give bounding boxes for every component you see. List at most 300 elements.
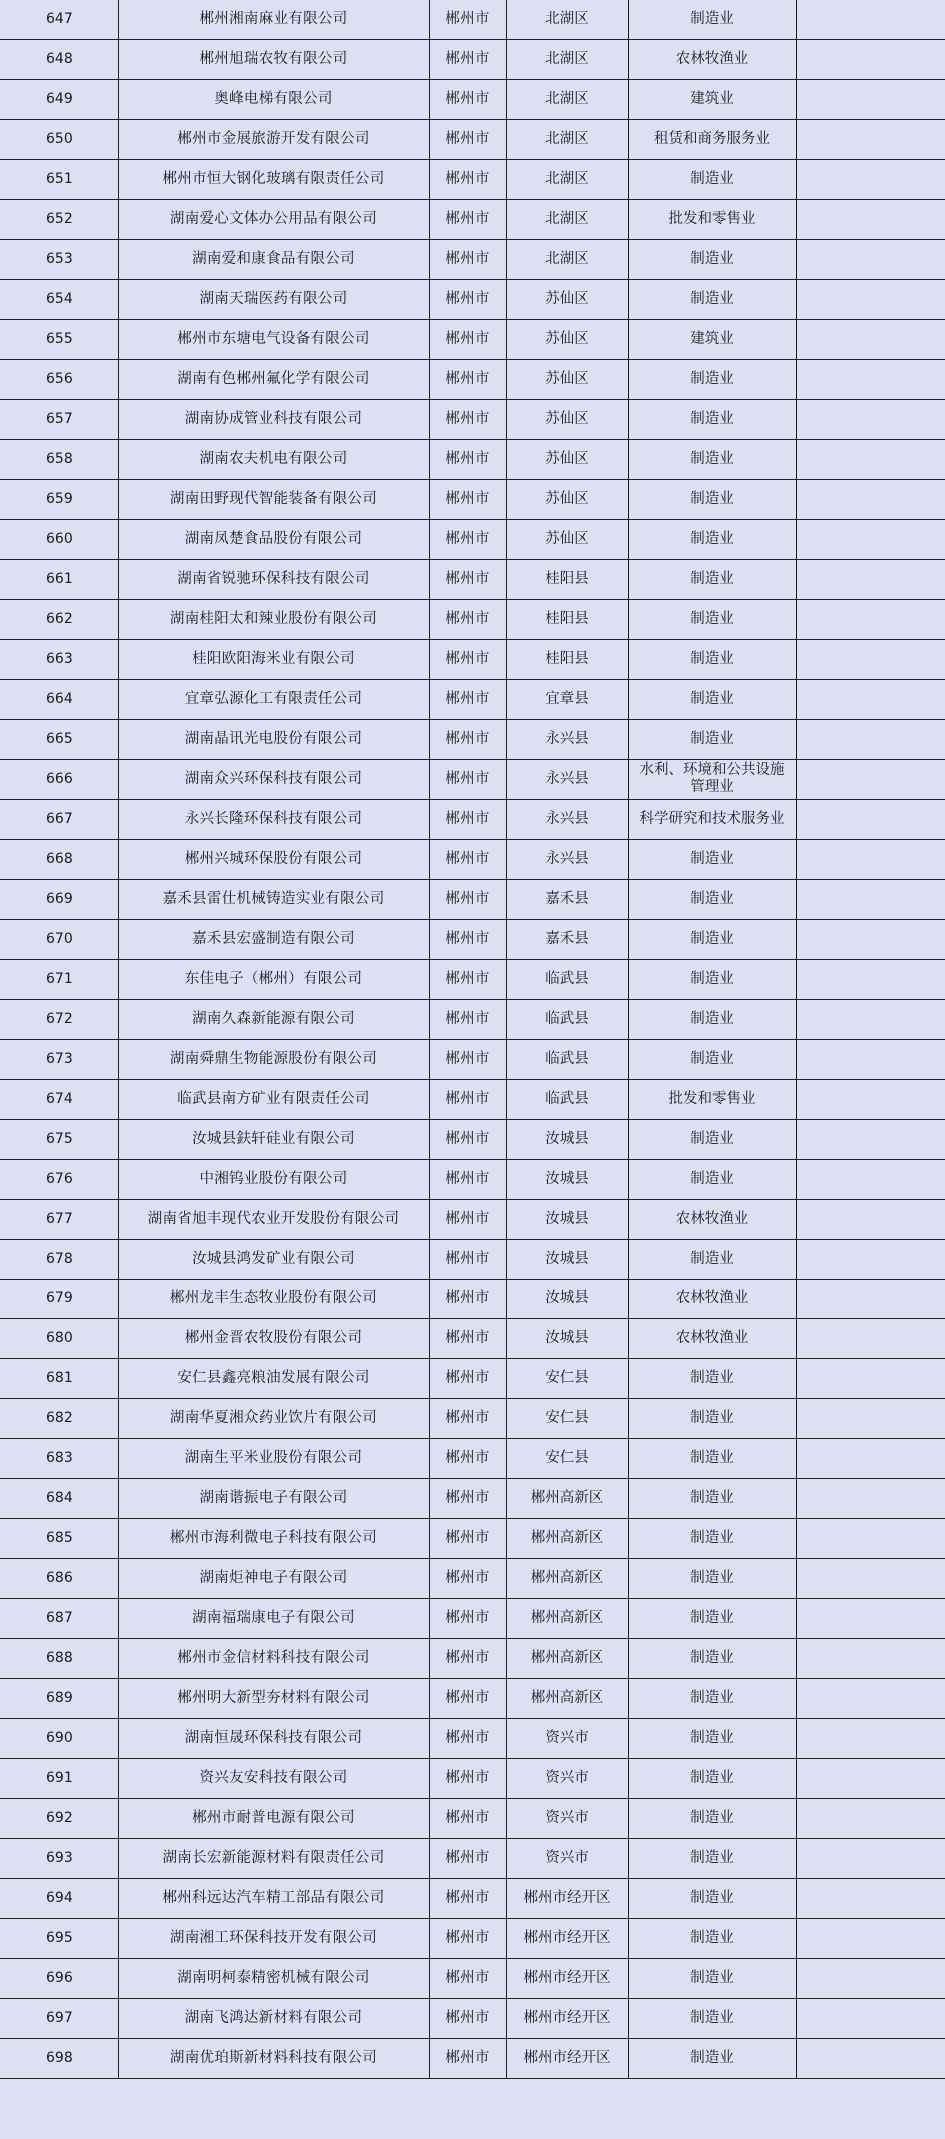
city-cell[interactable]: 郴州市	[429, 839, 506, 879]
city-cell[interactable]: 郴州市	[429, 1639, 506, 1679]
industry-cell[interactable]: 制造业	[628, 1399, 796, 1439]
city-cell[interactable]: 郴州市	[429, 1359, 506, 1399]
row-number-cell[interactable]: 673	[0, 1039, 118, 1079]
row-number-cell[interactable]: 678	[0, 1239, 118, 1279]
company-name-cell[interactable]: 永兴长隆环保科技有限公司	[118, 799, 429, 839]
city-cell[interactable]: 郴州市	[429, 1599, 506, 1639]
industry-cell[interactable]: 租赁和商务服务业	[628, 120, 796, 160]
city-cell[interactable]: 郴州市	[429, 280, 506, 320]
company-name-cell[interactable]: 湖南省锐驰环保科技有限公司	[118, 560, 429, 600]
district-cell[interactable]: 郴州市经开区	[506, 2038, 628, 2078]
industry-cell[interactable]: 制造业	[628, 440, 796, 480]
row-number-cell[interactable]: 659	[0, 480, 118, 520]
empty-cell[interactable]	[796, 1039, 945, 1079]
district-cell[interactable]: 郴州市经开区	[506, 1958, 628, 1998]
row-number-cell[interactable]: 696	[0, 1958, 118, 1998]
row-number-cell[interactable]: 684	[0, 1479, 118, 1519]
empty-cell[interactable]	[796, 1599, 945, 1639]
company-name-cell[interactable]: 湖南众兴环保科技有限公司	[118, 759, 429, 799]
industry-cell[interactable]: 制造业	[628, 1239, 796, 1279]
row-number-cell[interactable]: 681	[0, 1359, 118, 1399]
industry-cell[interactable]: 农林牧渔业	[628, 1319, 796, 1359]
empty-cell[interactable]	[796, 879, 945, 919]
empty-cell[interactable]	[796, 80, 945, 120]
row-number-cell[interactable]: 689	[0, 1679, 118, 1719]
company-name-cell[interactable]: 湖南湘工环保科技开发有限公司	[118, 1919, 429, 1959]
city-cell[interactable]: 郴州市	[429, 1039, 506, 1079]
district-cell[interactable]: 苏仙区	[506, 280, 628, 320]
row-number-cell[interactable]: 680	[0, 1319, 118, 1359]
company-name-cell[interactable]: 湖南明柯泰精密机械有限公司	[118, 1958, 429, 1998]
row-number-cell[interactable]: 651	[0, 160, 118, 200]
city-cell[interactable]: 郴州市	[429, 2038, 506, 2078]
industry-cell[interactable]: 制造业	[628, 679, 796, 719]
company-name-cell[interactable]: 湖南协成管业科技有限公司	[118, 400, 429, 440]
industry-cell[interactable]: 制造业	[628, 240, 796, 280]
company-name-cell[interactable]: 嘉禾县宏盛制造有限公司	[118, 919, 429, 959]
row-number-cell[interactable]: 676	[0, 1159, 118, 1199]
company-name-cell[interactable]: 湖南爱心文体办公用品有限公司	[118, 200, 429, 240]
city-cell[interactable]: 郴州市	[429, 1319, 506, 1359]
industry-cell[interactable]: 制造业	[628, 1919, 796, 1959]
company-name-cell[interactable]: 郴州市恒大钢化玻璃有限责任公司	[118, 160, 429, 200]
city-cell[interactable]: 郴州市	[429, 560, 506, 600]
city-cell[interactable]: 郴州市	[429, 360, 506, 400]
empty-cell[interactable]	[796, 1759, 945, 1799]
row-number-cell[interactable]: 686	[0, 1559, 118, 1599]
company-name-cell[interactable]: 郴州市海利微电子科技有限公司	[118, 1519, 429, 1559]
company-name-cell[interactable]: 湖南优珀斯新材料科技有限公司	[118, 2038, 429, 2078]
city-cell[interactable]: 郴州市	[429, 200, 506, 240]
row-number-cell[interactable]: 660	[0, 520, 118, 560]
industry-cell[interactable]: 制造业	[628, 1879, 796, 1919]
district-cell[interactable]: 郴州高新区	[506, 1639, 628, 1679]
row-number-cell[interactable]: 687	[0, 1599, 118, 1639]
empty-cell[interactable]	[796, 1159, 945, 1199]
district-cell[interactable]: 桂阳县	[506, 640, 628, 680]
company-name-cell[interactable]: 郴州科远达汽车精工部品有限公司	[118, 1879, 429, 1919]
row-number-cell[interactable]: 683	[0, 1439, 118, 1479]
district-cell[interactable]: 永兴县	[506, 799, 628, 839]
city-cell[interactable]: 郴州市	[429, 160, 506, 200]
row-number-cell[interactable]: 649	[0, 80, 118, 120]
industry-cell[interactable]: 制造业	[628, 1479, 796, 1519]
industry-cell[interactable]: 建筑业	[628, 320, 796, 360]
district-cell[interactable]: 汝城县	[506, 1119, 628, 1159]
empty-cell[interactable]	[796, 240, 945, 280]
row-number-cell[interactable]: 658	[0, 440, 118, 480]
row-number-cell[interactable]: 652	[0, 200, 118, 240]
empty-cell[interactable]	[796, 560, 945, 600]
industry-cell[interactable]: 制造业	[628, 1159, 796, 1199]
city-cell[interactable]: 郴州市	[429, 1279, 506, 1319]
district-cell[interactable]: 苏仙区	[506, 320, 628, 360]
district-cell[interactable]: 汝城县	[506, 1199, 628, 1239]
city-cell[interactable]: 郴州市	[429, 1079, 506, 1119]
city-cell[interactable]: 郴州市	[429, 1998, 506, 2038]
district-cell[interactable]: 安仁县	[506, 1359, 628, 1399]
company-name-cell[interactable]: 郴州明大新型夯材料有限公司	[118, 1679, 429, 1719]
city-cell[interactable]: 郴州市	[429, 1919, 506, 1959]
row-number-cell[interactable]: 692	[0, 1799, 118, 1839]
row-number-cell[interactable]: 693	[0, 1839, 118, 1879]
city-cell[interactable]: 郴州市	[429, 1958, 506, 1998]
city-cell[interactable]: 郴州市	[429, 320, 506, 360]
empty-cell[interactable]	[796, 280, 945, 320]
district-cell[interactable]: 苏仙区	[506, 480, 628, 520]
empty-cell[interactable]	[796, 719, 945, 759]
company-name-cell[interactable]: 湖南炬神电子有限公司	[118, 1559, 429, 1599]
company-name-cell[interactable]: 湖南有色郴州氟化学有限公司	[118, 360, 429, 400]
row-number-cell[interactable]: 667	[0, 799, 118, 839]
row-number-cell[interactable]: 648	[0, 40, 118, 80]
company-name-cell[interactable]: 东佳电子（郴州）有限公司	[118, 959, 429, 999]
district-cell[interactable]: 临武县	[506, 1079, 628, 1119]
city-cell[interactable]: 郴州市	[429, 1439, 506, 1479]
industry-cell[interactable]: 制造业	[628, 0, 796, 40]
district-cell[interactable]: 宜章县	[506, 679, 628, 719]
district-cell[interactable]: 安仁县	[506, 1439, 628, 1479]
company-name-cell[interactable]: 湖南省旭丰现代农业开发股份有限公司	[118, 1199, 429, 1239]
company-name-cell[interactable]: 郴州金晋农牧股份有限公司	[118, 1319, 429, 1359]
industry-cell[interactable]: 制造业	[628, 1559, 796, 1599]
industry-cell[interactable]: 制造业	[628, 1958, 796, 1998]
row-number-cell[interactable]: 690	[0, 1719, 118, 1759]
empty-cell[interactable]	[796, 160, 945, 200]
industry-cell[interactable]: 制造业	[628, 1519, 796, 1559]
industry-cell[interactable]: 制造业	[628, 1119, 796, 1159]
company-name-cell[interactable]: 嘉禾县雷仕机械铸造实业有限公司	[118, 879, 429, 919]
empty-cell[interactable]	[796, 1079, 945, 1119]
empty-cell[interactable]	[796, 1519, 945, 1559]
company-name-cell[interactable]: 湖南舜鼎生物能源股份有限公司	[118, 1039, 429, 1079]
row-number-cell[interactable]: 698	[0, 2038, 118, 2078]
city-cell[interactable]: 郴州市	[429, 1199, 506, 1239]
city-cell[interactable]: 郴州市	[429, 520, 506, 560]
district-cell[interactable]: 汝城县	[506, 1279, 628, 1319]
empty-cell[interactable]	[796, 600, 945, 640]
row-number-cell[interactable]: 697	[0, 1998, 118, 2038]
city-cell[interactable]: 郴州市	[429, 799, 506, 839]
company-name-cell[interactable]: 湖南华夏湘众药业饮片有限公司	[118, 1399, 429, 1439]
district-cell[interactable]: 资兴市	[506, 1799, 628, 1839]
empty-cell[interactable]	[796, 320, 945, 360]
city-cell[interactable]: 郴州市	[429, 1159, 506, 1199]
row-number-cell[interactable]: 668	[0, 839, 118, 879]
empty-cell[interactable]	[796, 1639, 945, 1679]
company-name-cell[interactable]: 湖南生平米业股份有限公司	[118, 1439, 429, 1479]
district-cell[interactable]: 桂阳县	[506, 600, 628, 640]
city-cell[interactable]: 郴州市	[429, 1119, 506, 1159]
industry-cell[interactable]: 建筑业	[628, 80, 796, 120]
district-cell[interactable]: 临武县	[506, 959, 628, 999]
city-cell[interactable]: 郴州市	[429, 1719, 506, 1759]
district-cell[interactable]: 永兴县	[506, 759, 628, 799]
company-name-cell[interactable]: 郴州兴城环保股份有限公司	[118, 839, 429, 879]
district-cell[interactable]: 北湖区	[506, 120, 628, 160]
city-cell[interactable]: 郴州市	[429, 640, 506, 680]
company-name-cell[interactable]: 湖南凤楚食品股份有限公司	[118, 520, 429, 560]
empty-cell[interactable]	[796, 1199, 945, 1239]
empty-cell[interactable]	[796, 200, 945, 240]
company-name-cell[interactable]: 湖南爱和康食品有限公司	[118, 240, 429, 280]
company-name-cell[interactable]: 湖南谐振电子有限公司	[118, 1479, 429, 1519]
district-cell[interactable]: 苏仙区	[506, 440, 628, 480]
industry-cell[interactable]: 制造业	[628, 1639, 796, 1679]
empty-cell[interactable]	[796, 919, 945, 959]
empty-cell[interactable]	[796, 520, 945, 560]
row-number-cell[interactable]: 664	[0, 679, 118, 719]
company-name-cell[interactable]: 湖南飞鸿达新材料有限公司	[118, 1998, 429, 2038]
company-name-cell[interactable]: 湖南福瑞康电子有限公司	[118, 1599, 429, 1639]
city-cell[interactable]: 郴州市	[429, 919, 506, 959]
company-name-cell[interactable]: 郴州龙丰生态牧业股份有限公司	[118, 1279, 429, 1319]
district-cell[interactable]: 苏仙区	[506, 360, 628, 400]
city-cell[interactable]: 郴州市	[429, 1519, 506, 1559]
industry-cell[interactable]: 制造业	[628, 280, 796, 320]
industry-cell[interactable]: 制造业	[628, 1998, 796, 2038]
row-number-cell[interactable]: 666	[0, 759, 118, 799]
city-cell[interactable]: 郴州市	[429, 1679, 506, 1719]
row-number-cell[interactable]: 669	[0, 879, 118, 919]
row-number-cell[interactable]: 656	[0, 360, 118, 400]
row-number-cell[interactable]: 662	[0, 600, 118, 640]
city-cell[interactable]: 郴州市	[429, 719, 506, 759]
empty-cell[interactable]	[796, 839, 945, 879]
company-name-cell[interactable]: 湖南晶讯光电股份有限公司	[118, 719, 429, 759]
empty-cell[interactable]	[796, 1359, 945, 1399]
empty-cell[interactable]	[796, 40, 945, 80]
industry-cell[interactable]: 批发和零售业	[628, 1079, 796, 1119]
industry-cell[interactable]: 科学研究和技术服务业	[628, 799, 796, 839]
industry-cell[interactable]: 农林牧渔业	[628, 1199, 796, 1239]
district-cell[interactable]: 永兴县	[506, 839, 628, 879]
empty-cell[interactable]	[796, 799, 945, 839]
city-cell[interactable]: 郴州市	[429, 120, 506, 160]
district-cell[interactable]: 永兴县	[506, 719, 628, 759]
industry-cell[interactable]: 制造业	[628, 999, 796, 1039]
city-cell[interactable]: 郴州市	[429, 480, 506, 520]
row-number-cell[interactable]: 663	[0, 640, 118, 680]
industry-cell[interactable]: 制造业	[628, 360, 796, 400]
company-name-cell[interactable]: 临武县南方矿业有限责任公司	[118, 1079, 429, 1119]
industry-cell[interactable]: 制造业	[628, 400, 796, 440]
district-cell[interactable]: 北湖区	[506, 200, 628, 240]
industry-cell[interactable]: 批发和零售业	[628, 200, 796, 240]
row-number-cell[interactable]: 695	[0, 1919, 118, 1959]
district-cell[interactable]: 郴州高新区	[506, 1519, 628, 1559]
empty-cell[interactable]	[796, 440, 945, 480]
city-cell[interactable]: 郴州市	[429, 759, 506, 799]
industry-cell[interactable]: 水利、环境和公共设施管理业	[628, 759, 796, 799]
industry-cell[interactable]: 制造业	[628, 480, 796, 520]
district-cell[interactable]: 郴州高新区	[506, 1479, 628, 1519]
district-cell[interactable]: 郴州市经开区	[506, 1879, 628, 1919]
company-name-cell[interactable]: 宜章弘源化工有限责任公司	[118, 679, 429, 719]
row-number-cell[interactable]: 679	[0, 1279, 118, 1319]
empty-cell[interactable]	[796, 400, 945, 440]
district-cell[interactable]: 北湖区	[506, 40, 628, 80]
district-cell[interactable]: 郴州高新区	[506, 1679, 628, 1719]
district-cell[interactable]: 嘉禾县	[506, 879, 628, 919]
row-number-cell[interactable]: 675	[0, 1119, 118, 1159]
row-number-cell[interactable]: 672	[0, 999, 118, 1039]
district-cell[interactable]: 郴州市经开区	[506, 1998, 628, 2038]
city-cell[interactable]: 郴州市	[429, 1759, 506, 1799]
row-number-cell[interactable]: 657	[0, 400, 118, 440]
empty-cell[interactable]	[796, 1799, 945, 1839]
industry-cell[interactable]: 制造业	[628, 1599, 796, 1639]
company-name-cell[interactable]: 湖南长宏新能源材料有限责任公司	[118, 1839, 429, 1879]
company-name-cell[interactable]: 郴州市金展旅游开发有限公司	[118, 120, 429, 160]
empty-cell[interactable]	[796, 1919, 945, 1959]
industry-cell[interactable]: 制造业	[628, 1359, 796, 1399]
empty-cell[interactable]	[796, 2038, 945, 2078]
city-cell[interactable]: 郴州市	[429, 1839, 506, 1879]
company-name-cell[interactable]: 安仁县鑫亮粮油发展有限公司	[118, 1359, 429, 1399]
row-number-cell[interactable]: 647	[0, 0, 118, 40]
industry-cell[interactable]: 农林牧渔业	[628, 40, 796, 80]
city-cell[interactable]: 郴州市	[429, 879, 506, 919]
empty-cell[interactable]	[796, 1439, 945, 1479]
row-number-cell[interactable]: 685	[0, 1519, 118, 1559]
district-cell[interactable]: 苏仙区	[506, 400, 628, 440]
row-number-cell[interactable]: 665	[0, 719, 118, 759]
company-name-cell[interactable]: 湖南桂阳太和辣业股份有限公司	[118, 600, 429, 640]
city-cell[interactable]: 郴州市	[429, 1879, 506, 1919]
empty-cell[interactable]	[796, 1119, 945, 1159]
company-name-cell[interactable]: 郴州湘南麻业有限公司	[118, 0, 429, 40]
industry-cell[interactable]: 制造业	[628, 959, 796, 999]
company-name-cell[interactable]: 湖南恒晟环保科技有限公司	[118, 1719, 429, 1759]
district-cell[interactable]: 北湖区	[506, 160, 628, 200]
company-name-cell[interactable]: 郴州市耐普电源有限公司	[118, 1799, 429, 1839]
row-number-cell[interactable]: 688	[0, 1639, 118, 1679]
empty-cell[interactable]	[796, 1479, 945, 1519]
industry-cell[interactable]: 制造业	[628, 600, 796, 640]
empty-cell[interactable]	[796, 0, 945, 40]
industry-cell[interactable]: 制造业	[628, 520, 796, 560]
company-name-cell[interactable]: 郴州市东塘电气设备有限公司	[118, 320, 429, 360]
district-cell[interactable]: 郴州高新区	[506, 1599, 628, 1639]
industry-cell[interactable]: 制造业	[628, 160, 796, 200]
row-number-cell[interactable]: 650	[0, 120, 118, 160]
empty-cell[interactable]	[796, 1239, 945, 1279]
empty-cell[interactable]	[796, 120, 945, 160]
company-name-cell[interactable]: 湖南天瑞医药有限公司	[118, 280, 429, 320]
row-number-cell[interactable]: 670	[0, 919, 118, 959]
district-cell[interactable]: 郴州市经开区	[506, 1919, 628, 1959]
row-number-cell[interactable]: 671	[0, 959, 118, 999]
city-cell[interactable]: 郴州市	[429, 1239, 506, 1279]
empty-cell[interactable]	[796, 640, 945, 680]
industry-cell[interactable]: 制造业	[628, 919, 796, 959]
row-number-cell[interactable]: 653	[0, 240, 118, 280]
company-name-cell[interactable]: 湖南久森新能源有限公司	[118, 999, 429, 1039]
industry-cell[interactable]: 制造业	[628, 1719, 796, 1759]
row-number-cell[interactable]: 694	[0, 1879, 118, 1919]
industry-cell[interactable]: 制造业	[628, 1039, 796, 1079]
empty-cell[interactable]	[796, 1958, 945, 1998]
district-cell[interactable]: 郴州高新区	[506, 1559, 628, 1599]
industry-cell[interactable]: 制造业	[628, 879, 796, 919]
district-cell[interactable]: 苏仙区	[506, 520, 628, 560]
industry-cell[interactable]: 农林牧渔业	[628, 1279, 796, 1319]
district-cell[interactable]: 汝城县	[506, 1159, 628, 1199]
empty-cell[interactable]	[796, 1879, 945, 1919]
industry-cell[interactable]: 制造业	[628, 1679, 796, 1719]
row-number-cell[interactable]: 654	[0, 280, 118, 320]
city-cell[interactable]: 郴州市	[429, 400, 506, 440]
city-cell[interactable]: 郴州市	[429, 240, 506, 280]
district-cell[interactable]: 桂阳县	[506, 560, 628, 600]
city-cell[interactable]: 郴州市	[429, 1559, 506, 1599]
district-cell[interactable]: 临武县	[506, 1039, 628, 1079]
empty-cell[interactable]	[796, 1839, 945, 1879]
company-name-cell[interactable]: 郴州旭瑞农牧有限公司	[118, 40, 429, 80]
industry-cell[interactable]: 制造业	[628, 2038, 796, 2078]
industry-cell[interactable]: 制造业	[628, 1839, 796, 1879]
empty-cell[interactable]	[796, 1719, 945, 1759]
district-cell[interactable]: 北湖区	[506, 240, 628, 280]
city-cell[interactable]: 郴州市	[429, 80, 506, 120]
empty-cell[interactable]	[796, 1319, 945, 1359]
district-cell[interactable]: 资兴市	[506, 1839, 628, 1879]
row-number-cell[interactable]: 655	[0, 320, 118, 360]
city-cell[interactable]: 郴州市	[429, 40, 506, 80]
industry-cell[interactable]: 制造业	[628, 719, 796, 759]
city-cell[interactable]: 郴州市	[429, 999, 506, 1039]
row-number-cell[interactable]: 682	[0, 1399, 118, 1439]
district-cell[interactable]: 北湖区	[506, 80, 628, 120]
city-cell[interactable]: 郴州市	[429, 440, 506, 480]
empty-cell[interactable]	[796, 1559, 945, 1599]
company-name-cell[interactable]: 郴州市金信材料科技有限公司	[118, 1639, 429, 1679]
empty-cell[interactable]	[796, 679, 945, 719]
industry-cell[interactable]: 制造业	[628, 1759, 796, 1799]
district-cell[interactable]: 资兴市	[506, 1719, 628, 1759]
district-cell[interactable]: 汝城县	[506, 1239, 628, 1279]
empty-cell[interactable]	[796, 959, 945, 999]
company-name-cell[interactable]: 资兴友安科技有限公司	[118, 1759, 429, 1799]
company-name-cell[interactable]: 汝城县鸿发矿业有限公司	[118, 1239, 429, 1279]
company-name-cell[interactable]: 桂阳欧阳海米业有限公司	[118, 640, 429, 680]
industry-cell[interactable]: 制造业	[628, 839, 796, 879]
city-cell[interactable]: 郴州市	[429, 1399, 506, 1439]
city-cell[interactable]: 郴州市	[429, 1799, 506, 1839]
empty-cell[interactable]	[796, 1279, 945, 1319]
row-number-cell[interactable]: 674	[0, 1079, 118, 1119]
district-cell[interactable]: 临武县	[506, 999, 628, 1039]
industry-cell[interactable]: 制造业	[628, 640, 796, 680]
company-name-cell[interactable]: 湖南田野现代智能装备有限公司	[118, 480, 429, 520]
district-cell[interactable]: 北湖区	[506, 0, 628, 40]
empty-cell[interactable]	[796, 480, 945, 520]
city-cell[interactable]: 郴州市	[429, 1479, 506, 1519]
industry-cell[interactable]: 制造业	[628, 1439, 796, 1479]
district-cell[interactable]: 汝城县	[506, 1319, 628, 1359]
row-number-cell[interactable]: 677	[0, 1199, 118, 1239]
city-cell[interactable]: 郴州市	[429, 959, 506, 999]
company-name-cell[interactable]: 奥峰电梯有限公司	[118, 80, 429, 120]
district-cell[interactable]: 安仁县	[506, 1399, 628, 1439]
city-cell[interactable]: 郴州市	[429, 600, 506, 640]
empty-cell[interactable]	[796, 1679, 945, 1719]
empty-cell[interactable]	[796, 1998, 945, 2038]
company-name-cell[interactable]: 湖南农夫机电有限公司	[118, 440, 429, 480]
industry-cell[interactable]: 制造业	[628, 560, 796, 600]
industry-cell[interactable]: 制造业	[628, 1799, 796, 1839]
